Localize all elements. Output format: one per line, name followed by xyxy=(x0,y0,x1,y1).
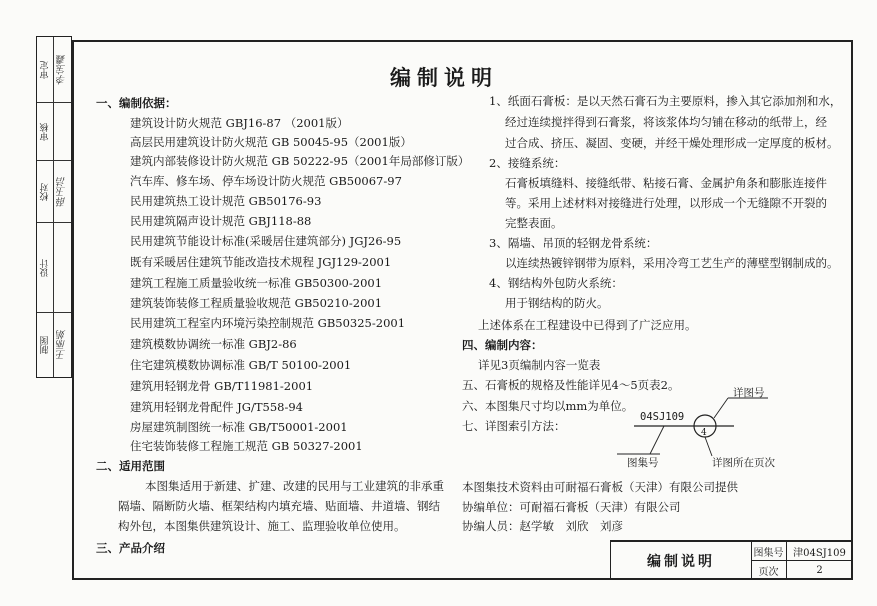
summary-text: 上述体系在工程建设中已得到了广泛应用。 xyxy=(478,318,697,332)
section-6-text: 六、本图集尺寸均以mm为单位。 xyxy=(462,399,634,413)
basis-item: 建筑用轻钢龙骨配件 JG/T558-94 xyxy=(130,400,303,414)
scope-line: 隔墙、隔断防火墙、框架结构内填充墙、贴面墙、井道墙、钢结 xyxy=(118,499,440,513)
page-leader xyxy=(705,437,712,456)
basis-item: 建筑工程施工质量验收统一标准 GB50300-2001 xyxy=(130,276,383,290)
basis-item: 住宅建筑模数协调标准 GB/T 50100-2001 xyxy=(130,358,352,372)
page-title: 编制说明 xyxy=(390,65,498,90)
sidebar-label: 审核 xyxy=(40,123,51,141)
scope-line: 构外包，本图集供建筑设计、施工、监理验收单位使用。 xyxy=(118,519,406,533)
index-atlas-code: 04SJ109 xyxy=(640,411,685,423)
basis-item: 既有采暖居住建筑节能改造技术规程 JGJ129-2001 xyxy=(130,255,392,269)
credit-line: 协编人员：赵学敏 刘欣 刘彦 xyxy=(462,519,623,533)
basis-item: 民用建筑工程室内环境污染控制规范 GB50325-2001 xyxy=(130,316,406,330)
basis-item: 民用建筑节能设计标准(采暖居住建筑部分) JGJ26-95 xyxy=(130,234,402,248)
basis-item: 建筑用轻钢龙骨 GB/T11981-2001 xyxy=(130,379,314,393)
scope-line: 本图集适用于新建、扩建、改建的民用与工业建筑的非承重 xyxy=(145,479,444,493)
basis-item: 建筑模数协调统一标准 GBJ2-86 xyxy=(130,337,297,351)
basis-item: 民用建筑隔声设计规范 GBJ118-88 xyxy=(130,214,312,228)
index-atlas-label: 图集号 xyxy=(627,457,659,469)
intro-line: 完整表面。 xyxy=(505,216,563,230)
basis-item: 房屋建筑制图统一标准 GB/T50001-2001 xyxy=(130,420,348,434)
sidebar-signature: 王丽娟 xyxy=(57,330,68,360)
index-detail-label: 详图号 xyxy=(733,387,765,399)
section-7-text: 七、详图索引方法： xyxy=(462,419,566,433)
section-2-heading: 二、适用范围 xyxy=(96,459,165,473)
atlas-no-label: 图集号 xyxy=(751,542,787,561)
intro-line: 2、接缝系统： xyxy=(489,156,566,170)
detail-no-leader xyxy=(714,398,728,418)
intro-line: 过合成、挤压、凝固、变硬，并经干燥处理形成一定厚度的板材。 xyxy=(505,136,839,150)
sidebar-label: 审定 xyxy=(40,61,51,79)
title-block-name: 编制说明 xyxy=(611,542,752,580)
basis-item: 建筑装饰装修工程质量验收规范 GB50210-2001 xyxy=(130,296,383,310)
basis-item: 住宅装饰装修工程施工规范 GB 50327-2001 xyxy=(130,439,363,453)
index-page-label: 详图所在页次 xyxy=(712,457,775,469)
sidebar-label: 设计 xyxy=(40,259,51,277)
page-label: 页次 xyxy=(751,561,787,580)
section-1-heading: 一、编制依据： xyxy=(96,96,177,110)
intro-line: 用于钢结构的防火。 xyxy=(505,296,609,310)
page-value: 2 xyxy=(816,565,823,576)
sidebar-label: 制图 xyxy=(40,336,51,354)
sidebar-signature: 薛玉洁 xyxy=(57,177,68,207)
atlas-leader xyxy=(650,426,664,454)
credit-line: 协编单位：可耐福石膏板（天津）有限公司 xyxy=(462,500,681,514)
sidebar-signature: 李宝鑫 xyxy=(57,55,68,85)
section-4-text: 详见3页编制内容一览表 xyxy=(478,358,601,372)
atlas-no-value: 津04SJ109 xyxy=(787,542,852,561)
section-3-heading: 三、产品介绍 xyxy=(96,541,165,555)
intro-line: 4、钢结构外包防火系统： xyxy=(489,276,623,290)
index-detail-number: 4 xyxy=(701,428,707,438)
intro-line: 等。采用上述材料对接缝进行处理，以形成一个无缝隙不开裂的 xyxy=(505,196,827,210)
basis-item: 民用建筑热工设计规范 GB50176-93 xyxy=(130,194,322,208)
basis-item: 建筑内部装修设计防火规范 GB 50222-95（2001年局部修订版） xyxy=(130,154,470,168)
title-block xyxy=(610,540,853,580)
intro-line: 3、隔墙、吊顶的轻钢龙骨系统： xyxy=(489,236,658,250)
section-4-heading: 四、编制内容： xyxy=(462,338,543,352)
basis-item: 汽车库、修车场、停车场设计防火规范 GB50067-97 xyxy=(130,174,402,188)
basis-item: 建筑设计防火规范 GBJ16-87 （2001版） xyxy=(130,116,349,130)
intro-line: 1、纸面石膏板：是以天然石膏石为主要原料，掺入其它添加剂和水， xyxy=(489,94,842,108)
sidebar-label: 校对 xyxy=(40,183,51,201)
credit-line: 本图集技术资料由可耐福石膏板（天津）有限公司提供 xyxy=(462,480,738,494)
basis-item: 高层民用建筑设计防火规范 GB 50045-95（2001版） xyxy=(130,135,412,149)
intro-line: 石膏板填缝料、接缝纸带、粘接石膏、金属护角条和膨胀连接件 xyxy=(505,176,827,190)
section-5-text: 五、石膏板的规格及性能详见4～5页表2。 xyxy=(462,378,680,392)
intro-line: 以连续热镀锌钢带为原料，采用冷弯工艺生产的薄壁型钢制成的。 xyxy=(505,256,839,270)
intro-line: 经过连续搅拌得到石膏浆，将该浆体均匀铺在移动的纸带上，经 xyxy=(505,115,827,129)
